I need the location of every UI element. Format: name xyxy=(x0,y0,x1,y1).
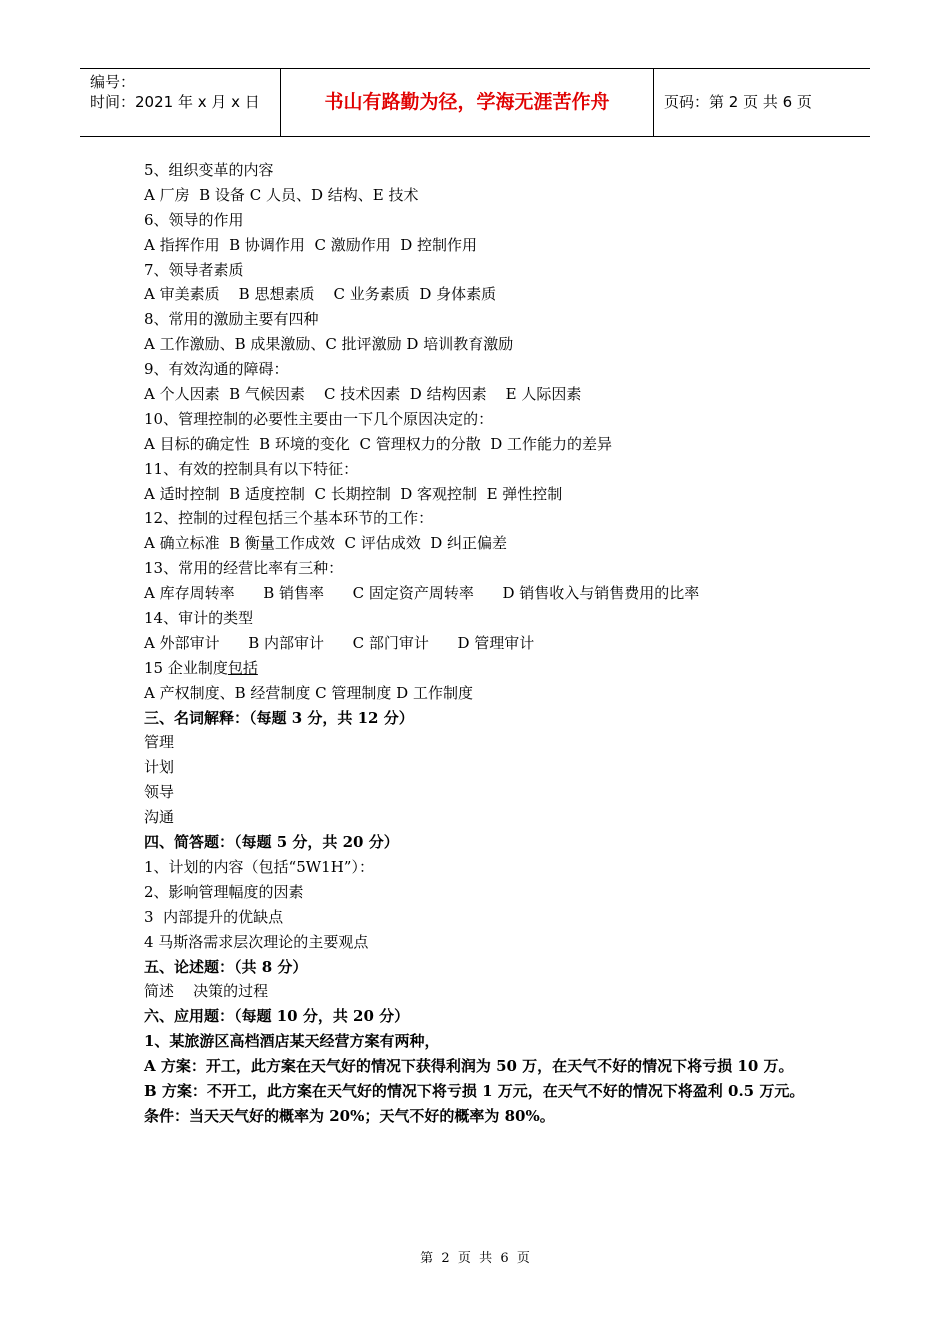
page-footer: 第 2 页 共 6 页 xyxy=(420,1251,530,1266)
text-line: A 工作激励、B 成果激励、C 批评激励 D 培训教育激励 xyxy=(144,335,514,354)
page-header xyxy=(80,68,870,137)
short-answer-item: 4 马斯洛需求层次理论的主要观点 xyxy=(144,932,369,951)
term-item: 沟通 xyxy=(144,808,175,827)
text-line: 5、组织变革的内容 xyxy=(144,161,274,179)
text-line: 6、领导的作用 xyxy=(144,210,244,229)
q15-underlined: 包括 xyxy=(227,658,258,677)
text-line: 7、领导者素质 xyxy=(144,260,244,279)
short-answer-item: 3 内部提升的优缺点 xyxy=(144,907,284,926)
application-question-1: 1、某旅游区高档酒店某天经营方案有两种， xyxy=(144,1032,440,1051)
text-line: A 指挥作用 B 协调作用 C 激励作用 D 控制作用 xyxy=(144,235,478,254)
text-line: 10、管理控制的必要性主要由一下几个原因决定的： xyxy=(144,409,494,428)
text-line: A 适时控制 B 适度控制 C 长期控制 D 客观控制 E 弹性控制 xyxy=(144,484,563,503)
section-6-title: 六、应用题：（每题 10 分，共 20 分） xyxy=(144,1007,410,1026)
text-line: A 厂房 B 设备 C 人员、D 结构、E 技术 xyxy=(144,185,419,204)
text-line: A 库存周转率 B 销售率 C 固定资产周转率 D 销售收入与销售费用的比率 xyxy=(144,584,700,603)
text-line: 9、有效沟通的障碍： xyxy=(144,360,289,379)
text-line: A 外部审计 B 内部审计 C 部门审计 D 管理审计 xyxy=(144,633,535,652)
header-page-cell xyxy=(654,69,870,136)
section-3-title: 三、名词解释：（每题 3 分，共 12 分） xyxy=(144,708,414,727)
plan-a: A 方案：开工，此方案在天气好的情况下获得利润为 50 万，在天气不好的情况下将亏损 10 万。 xyxy=(144,1057,794,1076)
term-item: 领导 xyxy=(144,783,175,802)
text-line: 13、常用的经营比率有三种： xyxy=(144,559,344,578)
condition: 条件：当天天气好的概率为 20%；天气不好的概率为 80%。 xyxy=(144,1106,555,1125)
section-4-title: 四、简答题：（每题 5 分，共 20 分） xyxy=(144,833,399,852)
number-label: 编号： xyxy=(90,73,136,91)
text-line: 11、有效的控制具有以下特征： xyxy=(144,459,359,478)
plan-b: B 方案：不开工，此方案在天气好的情况下将亏损 1 万元，在天气不好的情况下将盈利 0.5 万元。 xyxy=(144,1081,805,1100)
text-line: 12、控制的过程包括三个基本环节的工作： xyxy=(144,509,434,528)
essay-item: 简述 决策的过程 xyxy=(144,982,269,1001)
section-5-title: 五、论述题：（共 8 分） xyxy=(144,957,308,976)
short-answer-item: 2、影响管理幅度的因素 xyxy=(144,882,304,901)
term-item: 计划 xyxy=(144,758,175,777)
text-line: 14、审计的类型 xyxy=(144,609,254,628)
q15-prefix: 15 企业制度 xyxy=(144,658,228,677)
motto: 书山有路勤为径，学海无涯苦作舟 xyxy=(324,91,610,113)
text-line: A 个人因素 B 气候因素 C 技术因素 D 结构因素 E 人际因素 xyxy=(144,385,582,404)
date-label: 时间：2021 年 x 月 x 日 xyxy=(90,93,260,111)
term-item: 管理 xyxy=(144,733,175,752)
document-body xyxy=(144,158,834,1129)
text-line: 8、常用的激励主要有四种 xyxy=(144,310,319,329)
header-motto-cell xyxy=(281,69,654,136)
page-code: 页码：第 2 页 共 6 页 xyxy=(664,93,812,111)
text-line: A 目标的确定性 B 环境的变化 C 管理权力的分散 D 工作能力的差异 xyxy=(144,434,613,453)
question-15 xyxy=(144,656,834,681)
text-line: A 产权制度、B 经营制度 C 管理制度 D 工作制度 xyxy=(144,683,473,702)
short-answer-item: 1、计划的内容（包括“5W1H”）： xyxy=(144,857,374,876)
text-line: A 确立标准 B 衡量工作成效 C 评估成效 D 纠正偏差 xyxy=(144,534,508,553)
text-line: A 审美素质 B 思想素质 C 业务素质 D 身体素质 xyxy=(144,285,497,304)
header-meta xyxy=(80,69,281,136)
